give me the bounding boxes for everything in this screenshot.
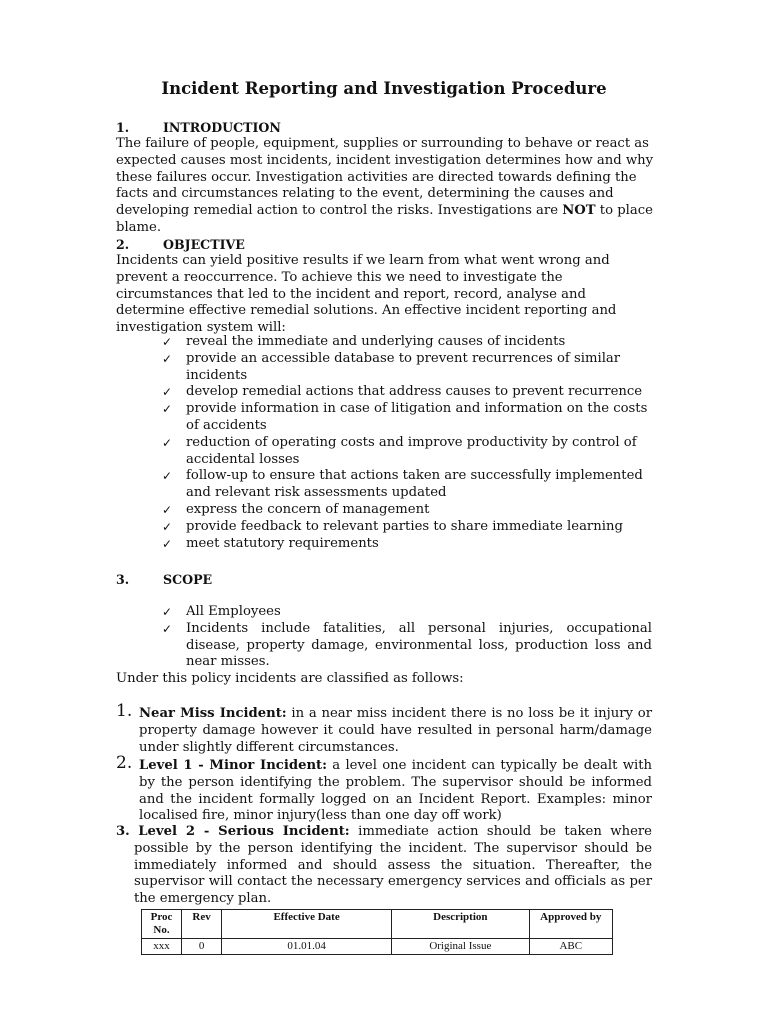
list-item: ✓ reduction of operating costs and improve productivity by control of accidental losses <box>162 434 637 467</box>
introduction-paragraph <box>116 136 656 237</box>
item-text: in a near miss incident there is no loss be it injury or property damage however it could have resulted in personal harm/damage under slightly different circumstances. <box>139 706 653 755</box>
scope-checklist <box>162 604 652 671</box>
check-icon: ✓ <box>162 435 173 450</box>
table-cell: Original Issue <box>392 939 530 955</box>
section-number: 2. <box>116 237 130 252</box>
check-icon: ✓ <box>162 621 173 636</box>
table-cell: ABC <box>529 939 612 955</box>
item-number: 1. <box>116 701 133 721</box>
item-number: 3. <box>116 824 130 839</box>
check-icon: ✓ <box>162 385 173 400</box>
column-header: Proc No. <box>142 910 182 939</box>
intro-text: The failure of people, equipment, supplies or surrounding to behave or react as expected causes most incidents, incident investigation determines how and why these failures occur. Investigation activities are directed towards defining the facts and circumstances relating to the event, determining the causes and developing remedial action to control the risks. Investigations are <box>116 136 654 219</box>
item-label: Near Miss Incident: <box>139 706 287 721</box>
intro-text-end: to place blame. <box>116 203 653 235</box>
classification-item-level-2 <box>116 824 652 908</box>
check-icon: ✓ <box>162 335 173 349</box>
list-item: ✓ reveal the immediate and underlying causes of incidents <box>162 334 566 349</box>
objective-checklist <box>162 334 662 552</box>
list-item: ✓ All Employees <box>162 604 281 619</box>
revision-table <box>141 909 613 955</box>
classification-item-near-miss <box>116 701 653 756</box>
section-heading-objective <box>116 237 245 253</box>
check-icon: ✓ <box>162 402 173 417</box>
section-title: OBJECTIVE <box>163 237 245 252</box>
section-heading-introduction <box>116 120 281 136</box>
list-item: ✓ provide information in case of litigation and information on the costs of accidents <box>162 401 648 433</box>
column-header: Approved by <box>529 910 612 939</box>
classification-intro: Under this policy incidents are classified as follows: <box>116 671 464 686</box>
column-header: Effective Date <box>222 910 392 939</box>
intro-bold-word: NOT <box>562 203 596 219</box>
check-icon: ✓ <box>162 536 173 551</box>
classification-item-level-1 <box>116 753 652 825</box>
check-icon: ✓ <box>162 605 173 619</box>
item-text: a level one incident can typically be dealt with by the person identifying the problem. The supervisor should be informed and the incident formally logged on an Incident Report. Examples: minor localised fire, minor injury(less than one day off work) <box>139 758 652 824</box>
check-icon: ✓ <box>162 519 173 534</box>
document-title: Incident Reporting and Investigation Procedure <box>161 79 607 98</box>
list-item: ✓ develop remedial actions that address causes to prevent recurrence <box>162 384 643 400</box>
section-heading-scope <box>116 572 212 588</box>
list-item: ✓ meet statutory requirements <box>162 535 379 551</box>
check-icon: ✓ <box>162 502 173 517</box>
list-item: ✓ Incidents include fatalities, all personal injuries, occupational disease, property damage, environmental loss, production loss and near misses. <box>162 620 652 670</box>
item-number: 2. <box>116 753 133 773</box>
section-title: SCOPE <box>163 572 213 587</box>
column-header: Description <box>392 910 530 939</box>
section-number: 1. <box>116 120 130 135</box>
table-header-row <box>142 910 613 939</box>
table-cell: xxx <box>142 939 182 955</box>
table-cell: 01.01.04 <box>222 939 392 955</box>
check-icon: ✓ <box>162 469 173 484</box>
table-row <box>142 939 613 955</box>
item-label: Level 1 - Minor Incident: <box>139 758 328 773</box>
item-text: immediate action should be taken where possible by the person identifying the incident. The supervisor should be immediately informed and should assess the situation. Thereafter, the supervisor will contact the necessary emergency services and officials as per the emergency plan. <box>134 824 652 907</box>
list-item: ✓ express the concern of management <box>162 501 430 517</box>
item-label: Level 2 - Serious Incident: <box>138 824 350 839</box>
list-item: ✓ follow-up to ensure that actions taken are successfully implemented and relevant risk assessments updated <box>162 468 643 501</box>
objective-paragraph: Incidents can yield positive results if we learn from what went wrong and prevent a reoccurrence. To achieve this we need to investigate the circumstances that led to the incident and report, record, analyse and determine effective remedial solutions. An effective incident reporting and investigation system will: <box>116 253 617 336</box>
check-icon: ✓ <box>162 351 173 366</box>
list-item: ✓ provide feedback to relevant parties to share immediate learning <box>162 518 623 534</box>
column-header: Rev <box>182 910 222 939</box>
section-number: 3. <box>116 572 130 587</box>
table-cell: 0 <box>182 939 222 955</box>
list-item: ✓ provide an accessible database to prevent recurrences of similar incidents <box>162 350 621 383</box>
section-title: INTRODUCTION <box>163 120 281 135</box>
